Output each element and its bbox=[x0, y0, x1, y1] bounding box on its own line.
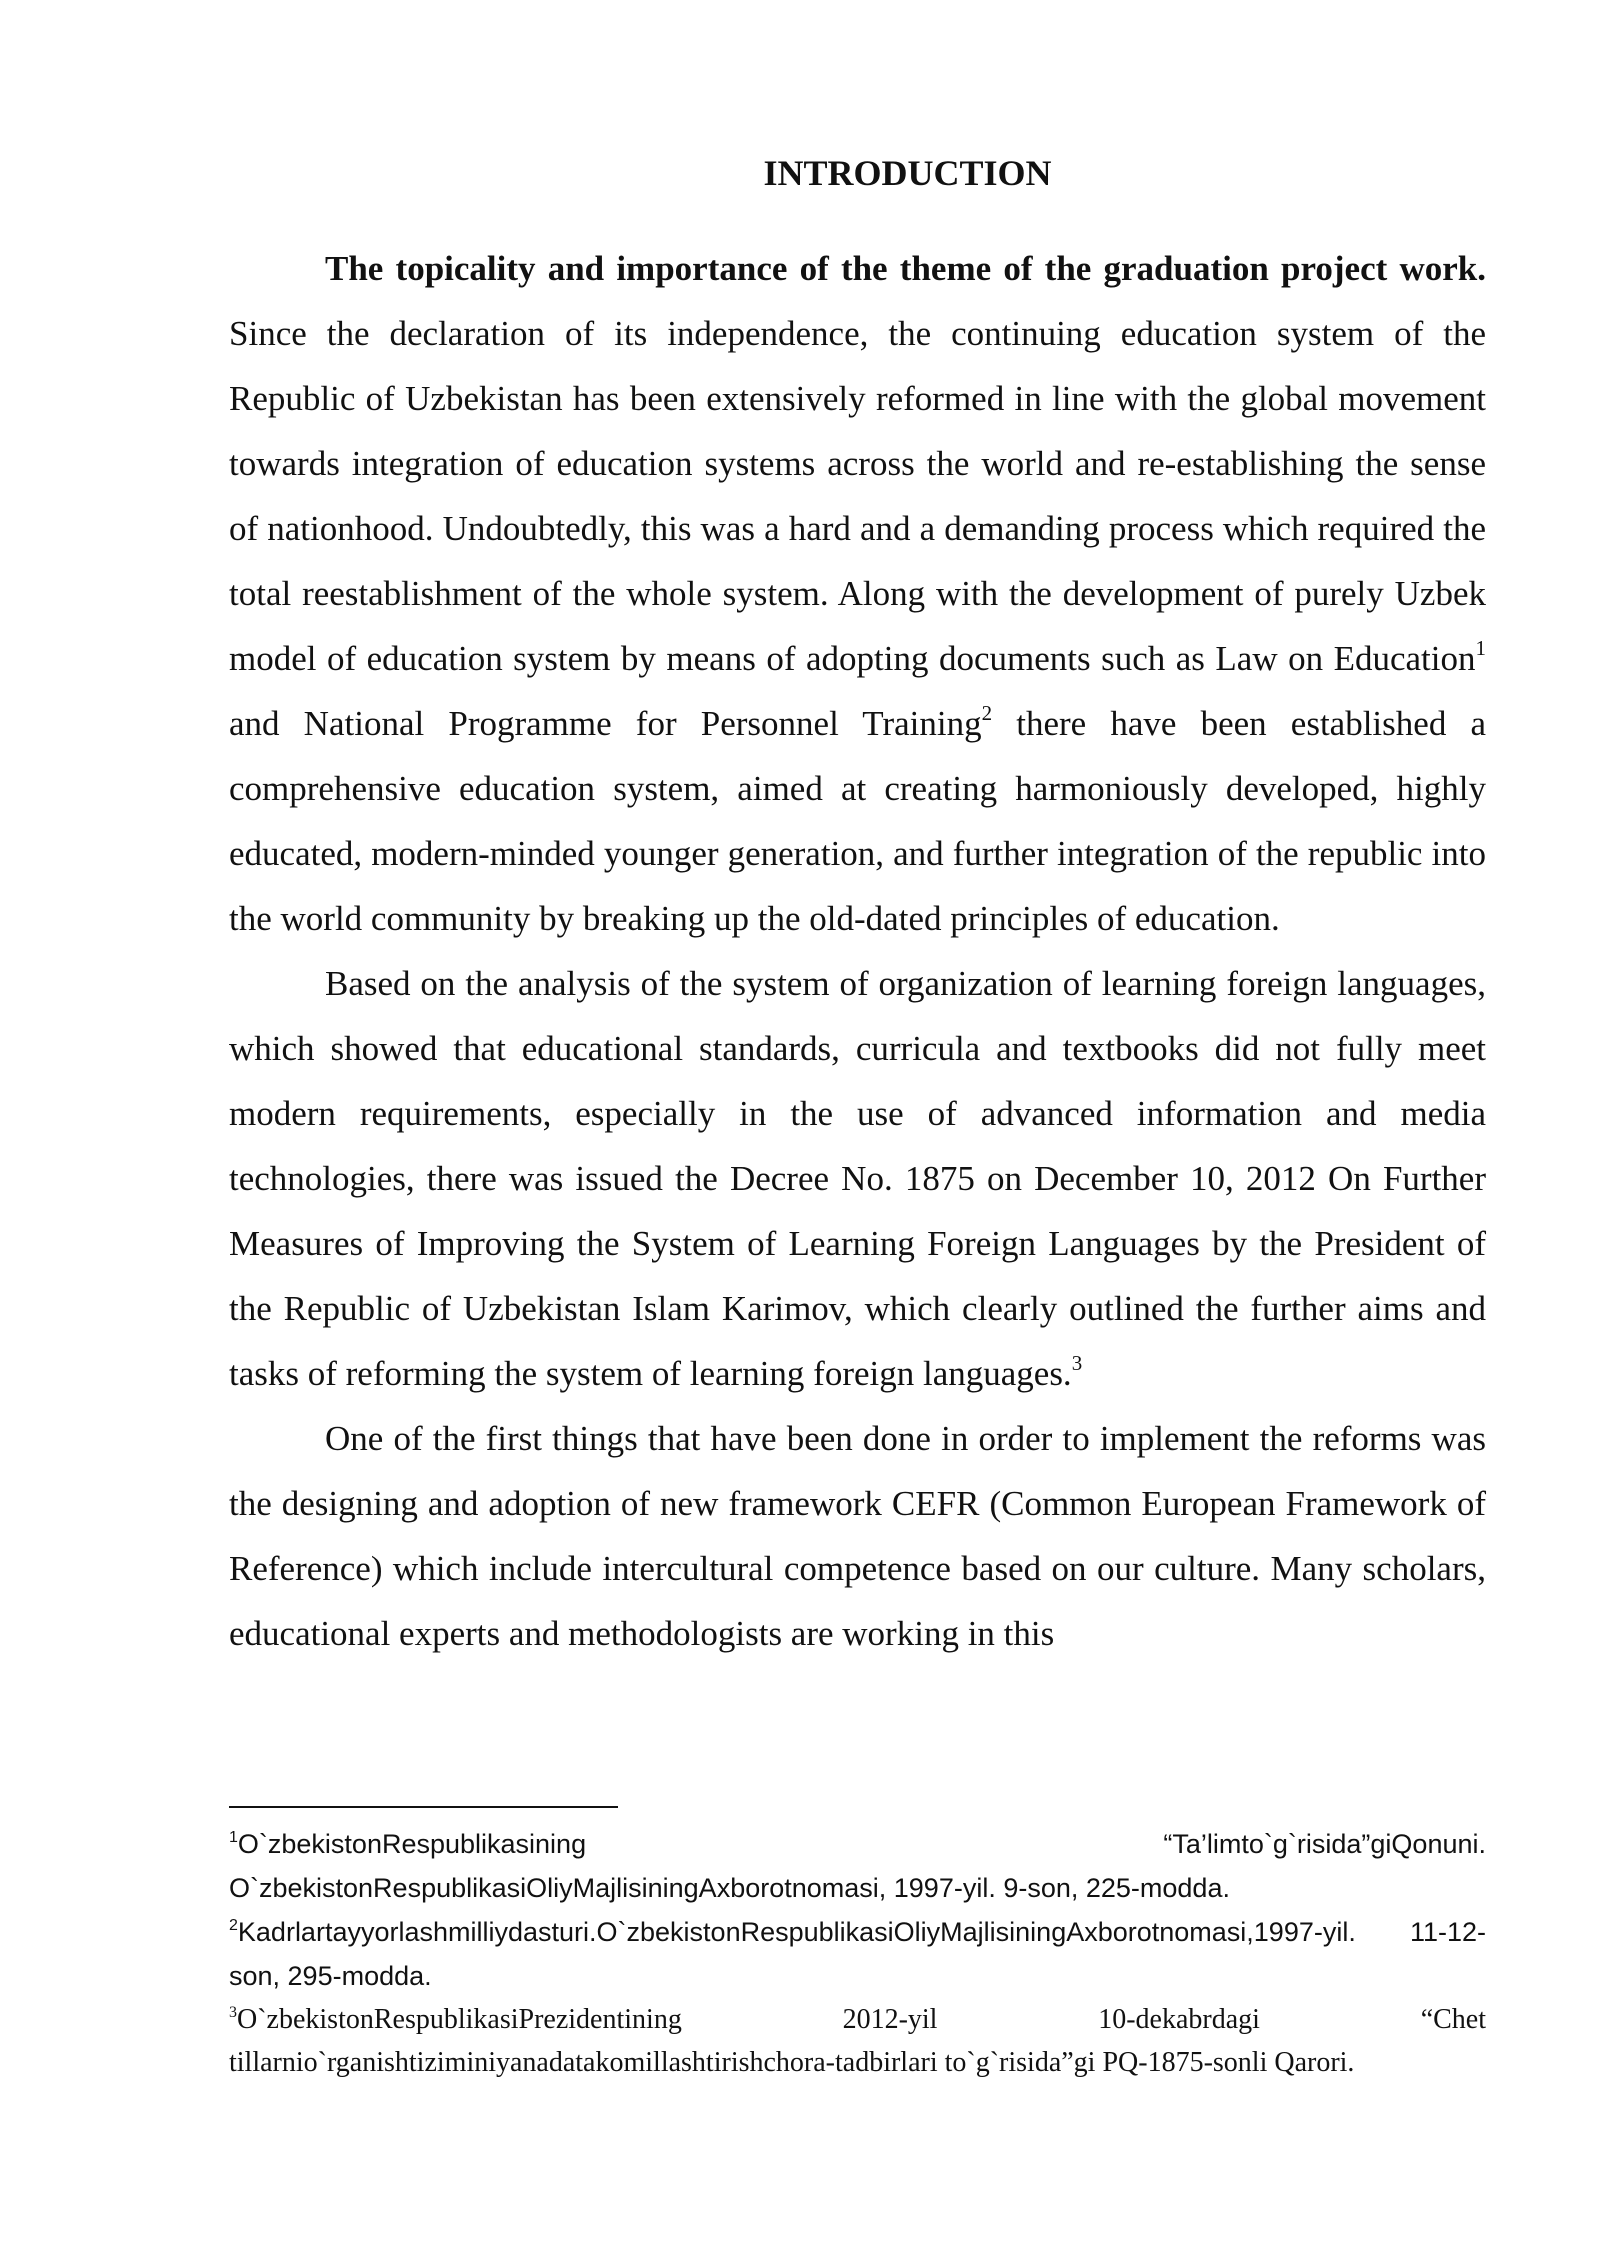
footnote-2-text: Kadrlartayyorlashmilliydasturi.O`zbekistonRespublikasiOliyMajlisiningAxborotnomasi,1997-yil. 11-12-son, 295-modda. bbox=[229, 1917, 1486, 1991]
footnote-1-number: 1 bbox=[229, 1829, 238, 1846]
footnote-1-left bbox=[229, 1822, 586, 1866]
paragraph-3 bbox=[229, 1406, 1486, 1666]
footnote-2-number: 2 bbox=[229, 1917, 238, 1934]
footnote-3-number: 3 bbox=[229, 2003, 237, 2021]
footnotes bbox=[229, 1822, 1486, 2084]
page-title: INTRODUCTION bbox=[763, 153, 1052, 193]
footnote-3 bbox=[229, 1998, 1486, 2084]
footnote-1-first-line bbox=[229, 1822, 1486, 1866]
footnote-3-word-3: 10-dekabrdagi bbox=[1098, 2004, 1260, 2035]
footnote-3-rest: tillarnio`rganishtiziminiyanadatakomillashtirishchora-tadbirlari to`g`risida”gi PQ-1875-sonli Qarori. bbox=[229, 2047, 1355, 2078]
footnote-3-first-line bbox=[229, 1998, 1486, 2041]
footnote-ref-1[interactable]: 1 bbox=[1475, 636, 1486, 661]
section-heading-inline: The topicality and importance of the theme of the graduation project work. bbox=[325, 249, 1486, 288]
footnote-separator bbox=[229, 1806, 618, 1808]
paragraph-3-text: One of the first things that have been done in order to implement the reforms was the designing and adoption of new framework CEFR (Common European Framework of Reference) which include intercultural competence based on our culture. Many scholars, educational experts and methodologists are working in this bbox=[229, 1419, 1486, 1653]
footnote-3-word-1 bbox=[229, 1998, 682, 2041]
footnote-3-word-2: 2012-yil bbox=[842, 2004, 938, 2035]
paragraph-1-text-c: there have been established a comprehensive education system, aimed at creating harmoniously developed, highly educated, modern-minded younger generation, and further integration of the republic into the world community by breaking up the old-dated principles of education. bbox=[229, 704, 1486, 938]
footnote-ref-2[interactable]: 2 bbox=[981, 701, 993, 726]
paragraph-2-text: Based on the analysis of the system of organization of learning foreign languages, which showed that educational standards, curricula and textbooks did not fully meet modern requirements, especially in the use of advanced information and media technologies, there was issued the Decree No. 1875 on December 10, 2012 On Further Measures of Improving the System of Learning Foreign Languages by the President of the Republic of Uzbekistan Islam Karimov, which clearly outlined the further aims and tasks of reforming the system of learning foreign languages. bbox=[229, 964, 1486, 1393]
footnote-3-word-1-text: O`zbekistonRespublikasiPrezidentining bbox=[237, 2004, 682, 2035]
paragraph-2 bbox=[229, 951, 1486, 1406]
main-text bbox=[229, 236, 1486, 1666]
footnote-ref-3[interactable]: 3 bbox=[1071, 1351, 1083, 1376]
footnote-2 bbox=[229, 1910, 1486, 1998]
footnote-1-rest: O`zbekistonRespublikasiOliyMajlisiningAxborotnomasi, 1997-yil. 9-son, 225-modda. bbox=[229, 1873, 1230, 1903]
footnote-3-word-4: “Chet bbox=[1420, 2004, 1486, 2035]
footnote-1 bbox=[229, 1822, 1486, 1910]
footnote-1-right-text: “Ta’limto`g`risida”giQonuni. bbox=[1163, 1829, 1486, 1859]
footnote-1-left-text: O`zbekistonRespublikasining bbox=[237, 1829, 587, 1859]
paragraph-1-text-b: and National Programme for Personnel Training bbox=[229, 704, 982, 743]
paragraph-1 bbox=[229, 236, 1486, 951]
paragraph-1-text-a: Since the declaration of its independence, the continuing education system of the Republic of Uzbekistan has been extensively reformed in line with the global movement towards integration of education systems across the world and re-establishing the sense of nationhood. Undoubtedly, this was a hard and a demanding process which required the total reestablishment of the whole system. Along with the development of purely Uzbek model of education system by means of adopting documents such as Law on Education bbox=[229, 314, 1486, 678]
